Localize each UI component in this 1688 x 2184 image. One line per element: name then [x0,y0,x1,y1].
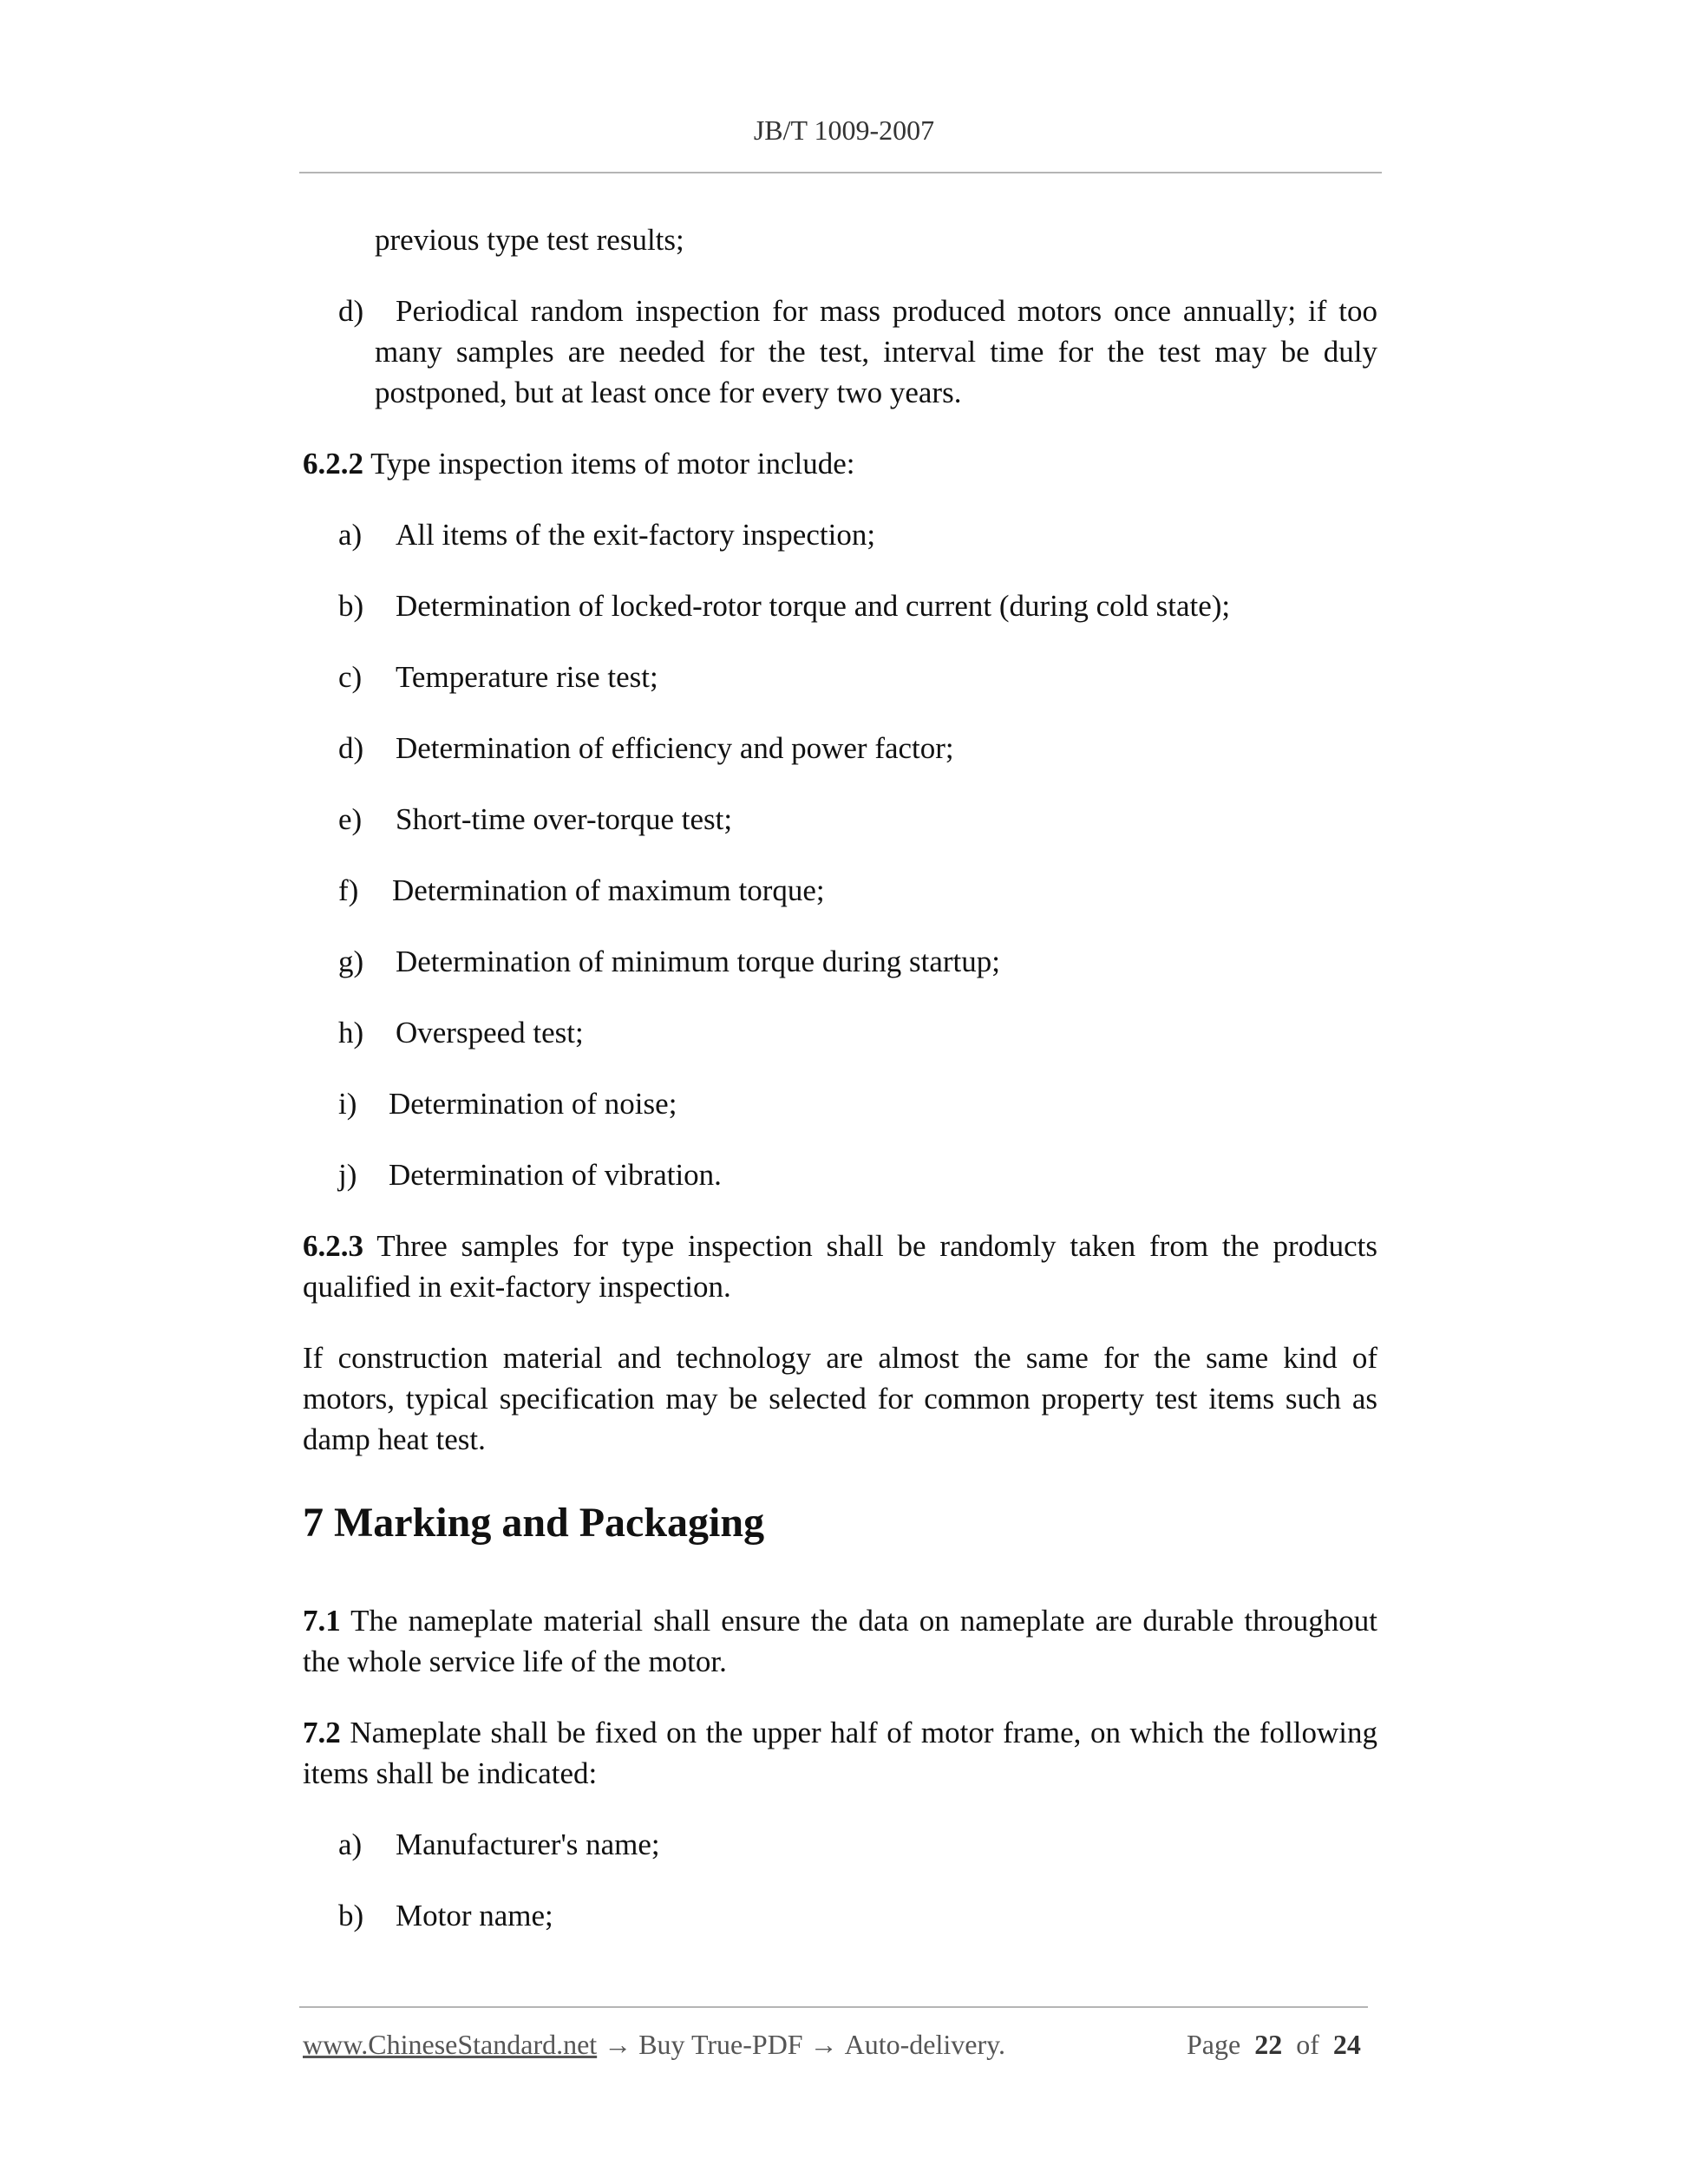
list-item-label: f) [338,873,359,907]
header-rule [299,172,1382,173]
list-item: Temperature rise test; [396,660,658,694]
clause-7-2 [303,1712,1377,1754]
list-item-label: d) [338,731,364,765]
footer-rule [299,2006,1368,2008]
prev-item-d-line: postponed, but at least once for every two years. [375,376,962,409]
footer-links [303,2029,1005,2061]
clause-text: The nameplate material shall ensure the data on nameplate are durable throughout [350,1604,1377,1638]
list-item-label: a) [338,518,363,552]
clause-text: Type inspection items of motor include: [370,447,855,481]
site-link[interactable]: www.ChineseStandard.net [303,2029,598,2060]
clause-text: items shall be indicated: [303,1756,598,1790]
list-item-label: a) [338,1828,363,1861]
clause-text: qualified in exit-factory inspection. [303,1270,731,1304]
paragraph-line: motors, typical specification may be selected for common property test items such as [303,1382,1377,1416]
list-item: Overspeed test; [396,1016,584,1049]
clause-number: 7.1 [303,1604,341,1638]
prev-item-d-label: d) [338,294,364,328]
buy-pdf-text: Buy True-PDF [638,2029,803,2060]
list-item-label: i) [338,1087,357,1121]
list-item-label: c) [338,660,363,694]
clause-6-2-2 [303,443,855,485]
arrow-right-icon: → [809,2029,838,2060]
list-item-label: b) [338,589,364,623]
page-number: 22 [1254,2029,1283,2060]
page-total: 24 [1332,2029,1361,2060]
of-word: of [1296,2029,1319,2060]
list-item-label: g) [338,945,364,978]
prev-item-continuation: previous type test results; [375,223,684,257]
paragraph-line: damp heat test. [303,1422,486,1456]
page-indicator [1187,2029,1361,2061]
section-heading: 7 Marking and Packaging [303,1500,765,1546]
list-item-label: j) [338,1158,357,1192]
clause-number: 6.2.3 [303,1229,363,1263]
prev-item-d-line: many samples are needed for the test, interval time for the test may be duly [375,335,1377,369]
list-item: Determination of minimum torque during startup; [396,945,1000,978]
list-item: Determination of locked-rotor torque and current (during cold state); [396,589,1231,623]
clause-6-2-3 [303,1226,1377,1267]
list-item-label: e) [338,802,363,836]
list-item: Determination of maximum torque; [392,873,825,907]
list-item: Motor name; [396,1899,553,1932]
clause-number: 6.2.2 [303,447,363,481]
list-item: Determination of vibration. [389,1158,722,1192]
paragraph-line: If construction material and technology are almost the same for the same kind of [303,1341,1377,1375]
clause-number: 7.2 [303,1716,341,1749]
clause-text: Three samples for type inspection shall be randomly taken from the products [376,1229,1377,1263]
list-item-label: b) [338,1899,364,1932]
list-item: Short-time over-torque test; [396,802,733,836]
clause-7-1 [303,1600,1377,1642]
clause-text: the whole service life of the motor. [303,1645,727,1678]
list-item: Determination of efficiency and power factor; [396,731,954,765]
page-word: Page [1187,2029,1241,2060]
clause-text: Nameplate shall be fixed on the upper half of motor frame, on which the following [350,1716,1378,1749]
arrow-right-icon: → [604,2029,632,2060]
prev-item-d-line: Periodical random inspection for mass produced motors once annually; if too [396,294,1377,328]
list-item: Manufacturer's name; [396,1828,660,1861]
auto-delivery-text: Auto-delivery. [844,2029,1006,2060]
list-item-label: h) [338,1016,364,1049]
list-item: Determination of noise; [389,1087,677,1121]
document-code-header: JB/T 1009-2007 [753,114,935,146]
list-item: All items of the exit-factory inspection; [396,518,876,552]
